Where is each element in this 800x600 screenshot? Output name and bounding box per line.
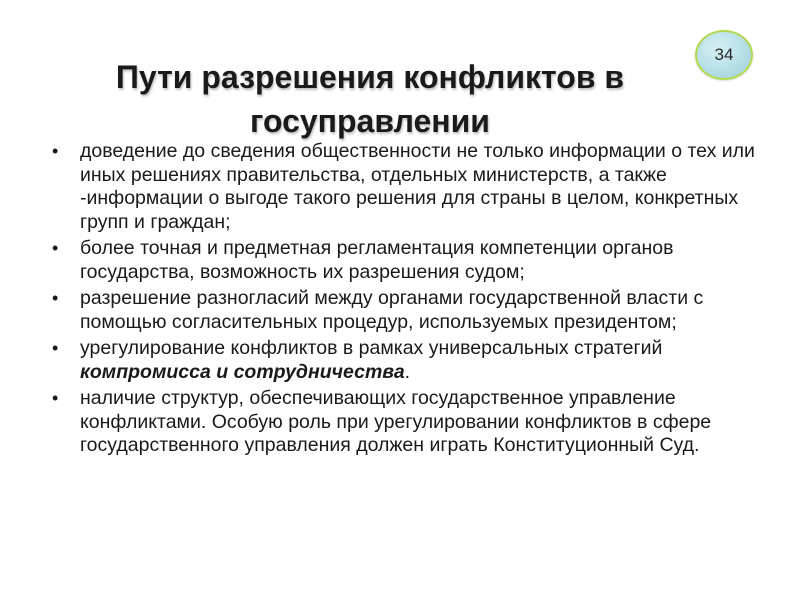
list-item-text: разрешение разногласий между органами государственной власти с помощью согласительных процедур, используемых президентом; bbox=[80, 287, 704, 333]
bullet-icon: • bbox=[52, 388, 59, 408]
page-number: 34 bbox=[714, 45, 734, 64]
list-item-text: наличие структур, обеспечивающих государственное управление конфликтами. Особую роль при урегулировании конфликтов в сфере государственного управления должен играть Конституционный Суд. bbox=[80, 387, 712, 456]
list-item bbox=[48, 140, 768, 234]
list-item bbox=[48, 337, 768, 384]
slide-title bbox=[40, 55, 700, 143]
list-item-text: более точная и предметная регламентация компетенции органов государства, возможность их разрешения судом; bbox=[80, 237, 674, 283]
list-item-text-before: урегулирование конфликтов в рамках универсальных стратегий bbox=[80, 337, 663, 359]
bullet-icon: • bbox=[52, 288, 59, 308]
bullet-icon: • bbox=[52, 338, 59, 358]
title-line-1: Пути разрешения конфликтов в bbox=[115, 59, 625, 96]
list-item-text: доведение до сведения общественности не только информации о тех или иных решениях правительства, отдельных министерств, а также -информации о выгоде такого решения для страны в целом, конкретных групп и граждан; bbox=[80, 140, 755, 233]
list-item-emphasis: компромисса и сотрудничества bbox=[80, 360, 405, 383]
title-line-2: госуправлении bbox=[250, 103, 490, 140]
bullet-list bbox=[48, 140, 768, 461]
list-item bbox=[48, 387, 768, 458]
bullet-icon: • bbox=[52, 141, 59, 161]
page-number-badge bbox=[695, 30, 753, 80]
list-item-text-after: . bbox=[404, 360, 411, 383]
list-item bbox=[48, 287, 768, 334]
list-item bbox=[48, 237, 768, 284]
bullet-icon: • bbox=[52, 238, 59, 258]
